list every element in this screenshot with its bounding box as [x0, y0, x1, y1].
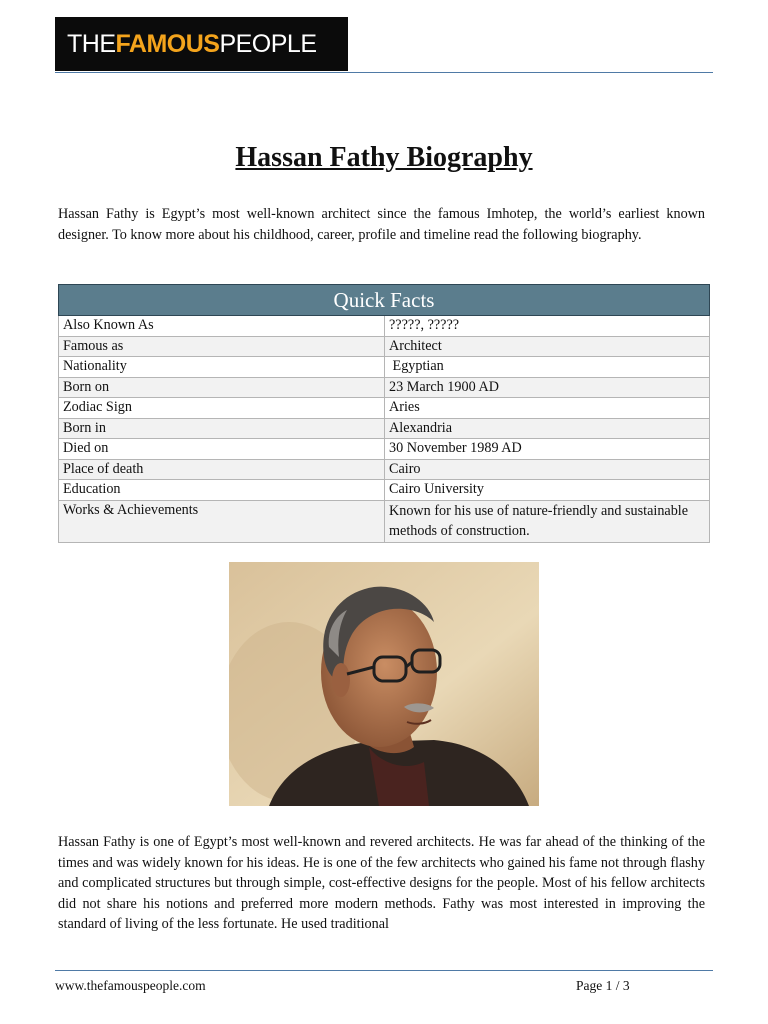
- fact-value: Aries: [385, 398, 710, 419]
- fact-value: Cairo University: [385, 480, 710, 501]
- site-logo[interactable]: [55, 17, 348, 71]
- intro-paragraph: Hassan Fathy is Egypt’s most well-known architect since the famous Imhotep, the world’s earliest known designer. To know more about his childhood, career, profile and timeline read the following biography.: [58, 206, 705, 243]
- footer-divider: [55, 970, 713, 971]
- portrait-illustration: [229, 562, 539, 806]
- fact-label: Famous as: [59, 336, 385, 357]
- fact-row: [59, 459, 710, 480]
- fact-label: Born on: [59, 377, 385, 398]
- logo-text-the: THE: [67, 29, 116, 58]
- fact-label: Died on: [59, 439, 385, 460]
- fact-label: Works & Achievements: [59, 500, 385, 542]
- fact-row: [59, 316, 710, 337]
- fact-row: [59, 377, 710, 398]
- fact-row: [59, 418, 710, 439]
- fact-value: 23 March 1900 AD: [385, 377, 710, 398]
- fact-row: [59, 336, 710, 357]
- fact-label: Born in: [59, 418, 385, 439]
- fact-value: Architect: [385, 336, 710, 357]
- header-divider: [55, 72, 713, 73]
- fact-row: [59, 480, 710, 501]
- fact-value: Alexandria: [385, 418, 710, 439]
- fact-label: Place of death: [59, 459, 385, 480]
- fact-row: [59, 500, 710, 542]
- page-title: Hassan Fathy Biography: [235, 142, 533, 173]
- fact-label: Education: [59, 480, 385, 501]
- fact-row: [59, 357, 710, 378]
- fact-row: [59, 439, 710, 460]
- fact-value: Known for his use of nature-friendly and sustainable methods of construction.: [385, 500, 710, 542]
- fact-label: Also Known As: [59, 316, 385, 337]
- fact-value: Cairo: [385, 459, 710, 480]
- footer-url-link[interactable]: www.thefamouspeople.com: [55, 978, 206, 993]
- quick-facts-table: [58, 284, 710, 543]
- fact-value: 30 November 1989 AD: [385, 439, 710, 460]
- fact-label: Zodiac Sign: [59, 398, 385, 419]
- fact-label: Nationality: [59, 357, 385, 378]
- logo-text-people: PEOPLE: [219, 29, 317, 58]
- portrait-photo: [229, 562, 539, 806]
- quick-facts-heading: Quick Facts: [59, 285, 710, 316]
- body-paragraph: Hassan Fathy is one of Egypt’s most well-known and revered architects. He was far ahead of the thinking of the times and was widely known for his ideas. He is one of the few architects who gained his fame not through flashy and complicated structures but through simple, cost-effective designs for the people. Most of his fellow architects did not share his notions and preferred more modern methods. Fathy was most interested in improving the standard of living of the less fortunate. He used traditional: [58, 834, 705, 932]
- fact-value: ?????, ?????: [385, 316, 710, 337]
- fact-value: Egyptian: [385, 357, 710, 378]
- logo-text-famous: FAMOUS: [115, 29, 220, 58]
- page-number: Page 1 / 3: [576, 978, 630, 993]
- fact-row: [59, 398, 710, 419]
